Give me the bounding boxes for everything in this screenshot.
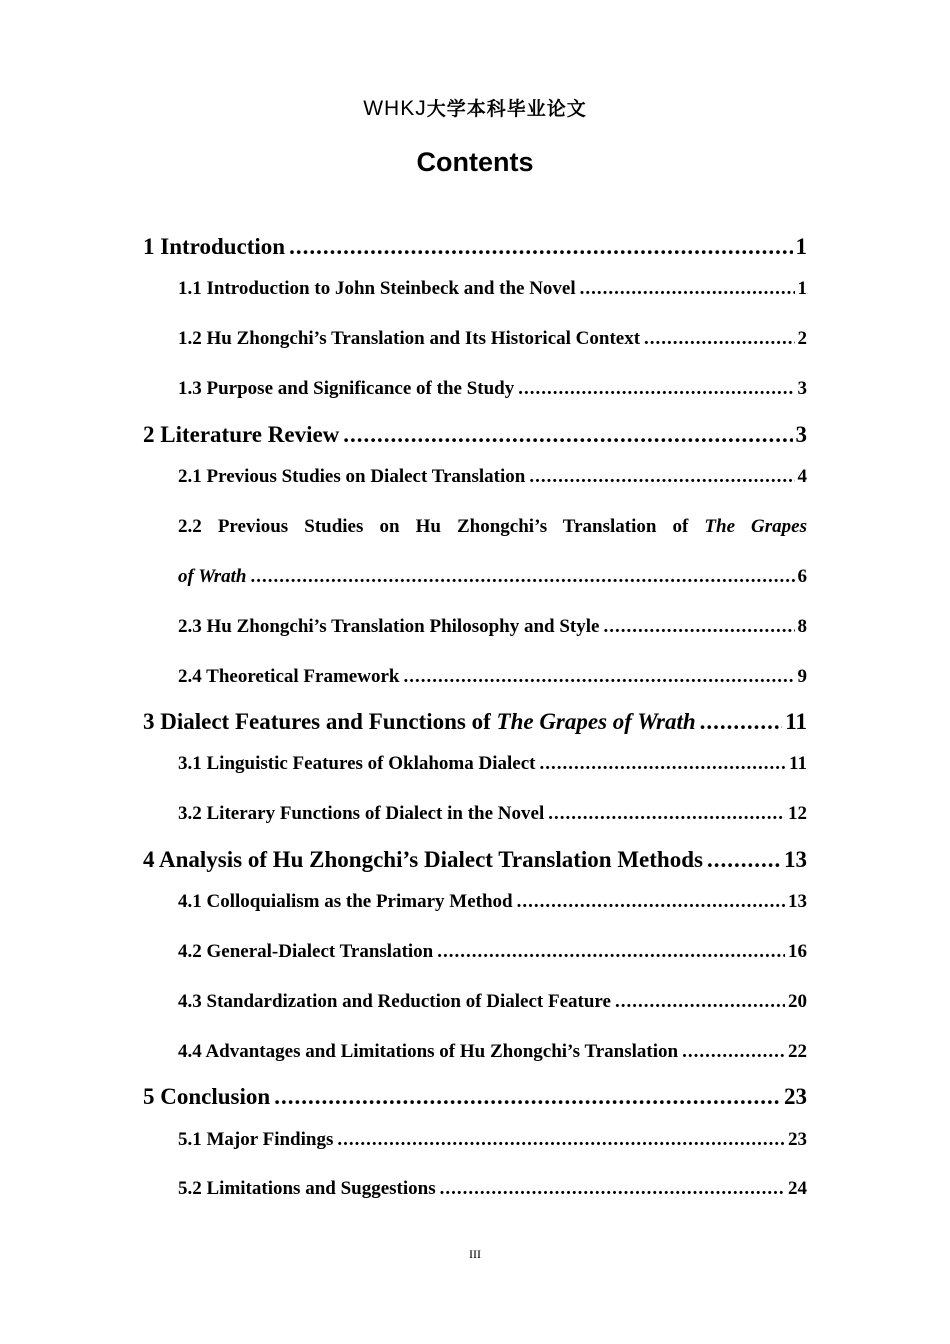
leader-dots [700, 709, 783, 735]
toc-page: 11 [785, 709, 807, 734]
toc-label-italic: The Grapes of Wrath [496, 709, 696, 734]
toc-label: 4 Analysis of Hu Zhongchi’s Dialect Translation Methods [143, 847, 703, 872]
toc-label: 2.1 Previous Studies on Dialect Translation [178, 466, 526, 487]
leader-dots [603, 616, 794, 638]
toc-page: 4 [797, 466, 807, 487]
toc-entry-1-1[interactable] [178, 278, 807, 300]
leader-dots [539, 753, 786, 775]
toc-entry-3-1[interactable] [178, 753, 807, 775]
toc-label: 5.2 Limitations and Suggestions [178, 1178, 436, 1199]
toc-entry-3-2[interactable] [178, 803, 807, 825]
toc-label [178, 566, 246, 588]
toc-label [143, 709, 696, 735]
toc-entry-2-2-line2[interactable] [178, 566, 807, 588]
toc-entry-2-4[interactable] [178, 666, 807, 688]
leader-dots [274, 1084, 781, 1110]
toc-label: 1.2 Hu Zhongchi’s Translation and Its Historical Context [178, 328, 641, 349]
leader-dots [682, 1041, 785, 1063]
toc-page: 22 [788, 1041, 807, 1062]
toc-page: 13 [784, 847, 807, 872]
toc-entry-5-2[interactable] [178, 1178, 807, 1200]
toc-page: 2 [797, 328, 807, 349]
toc-entry-4-2[interactable] [178, 941, 807, 963]
toc-label: 3.1 Linguistic Features of Oklahoma Dialect [178, 753, 536, 774]
toc-label: 2.3 Hu Zhongchi’s Translation Philosophy and Style [178, 616, 600, 637]
toc-entry-1[interactable] [143, 234, 807, 260]
toc-page: 3 [797, 378, 807, 399]
toc-label: 1.3 Purpose and Significance of the Study [178, 378, 515, 399]
toc-entry-2-3[interactable] [178, 616, 807, 638]
toc-label: 4.3 Standardization and Reduction of Dialect Feature [178, 991, 611, 1012]
leader-dots [289, 234, 792, 260]
toc-entry-3[interactable] [143, 709, 807, 735]
toc-entry-5[interactable] [143, 1084, 807, 1110]
toc-page: 9 [797, 666, 807, 687]
leader-dots [615, 991, 785, 1013]
leader-dots [437, 941, 785, 963]
header-latin: WHKJ [363, 97, 427, 120]
toc-label: 3.2 Literary Functions of Dialect in the Novel [178, 803, 545, 824]
toc-page: 16 [788, 941, 807, 962]
leader-dots [440, 1178, 785, 1200]
toc-label-italic: The Grapes [704, 516, 808, 537]
toc-label: 2 Literature Review [143, 422, 340, 447]
toc-entry-5-1[interactable] [178, 1129, 807, 1151]
header-cjk: 大学本科毕业论文 [426, 98, 587, 120]
leader-dots [250, 566, 794, 588]
toc-label: 1 Introduction [143, 234, 286, 259]
toc-label: 1.1 Introduction to John Steinbeck and the Novel [178, 278, 576, 299]
toc-label-text: 3 Dialect Features and Functions of [143, 709, 491, 734]
toc-entry-4-1[interactable] [178, 891, 807, 913]
toc-label: 5.1 Major Findings [178, 1129, 334, 1150]
toc-page: 8 [797, 616, 807, 637]
toc-page: 23 [784, 1084, 807, 1109]
toc-entry-2-2-line1[interactable] [178, 516, 807, 538]
toc-label: 2.2 Previous Studies on Hu Zhongchi’s Translation of [178, 516, 689, 537]
toc-entry-4-4[interactable] [178, 1041, 807, 1063]
leader-dots [337, 1129, 785, 1151]
toc-label-italic: of Wrath [178, 566, 247, 587]
toc-page: 1 [797, 278, 807, 299]
toc-entry-1-2[interactable] [178, 328, 807, 350]
toc-entry-2-1[interactable] [178, 466, 807, 488]
toc-page: 13 [788, 891, 807, 912]
leader-dots [580, 278, 795, 300]
toc-entry-4[interactable] [143, 847, 807, 873]
toc-page: 11 [789, 753, 807, 774]
toc-page: 12 [788, 803, 807, 824]
toc-page: 3 [795, 422, 807, 447]
toc-label: 4.1 Colloquialism as the Primary Method [178, 891, 513, 912]
toc-entry-1-3[interactable] [178, 378, 807, 400]
toc-page: 20 [788, 991, 807, 1012]
leader-dots [529, 466, 794, 488]
toc-entry-2[interactable] [143, 422, 807, 448]
page-number: III [469, 1247, 481, 1261]
toc-page: 23 [788, 1129, 807, 1150]
leader-dots [707, 847, 781, 873]
leader-dots [517, 891, 785, 913]
leader-dots [403, 666, 794, 688]
toc-page: 24 [788, 1178, 807, 1199]
page-title: Contents [416, 147, 534, 177]
leader-dots [518, 378, 794, 400]
toc-label: 5 Conclusion [143, 1084, 271, 1109]
toc-entry-4-3[interactable] [178, 991, 807, 1013]
toc-label: 2.4 Theoretical Framework [178, 666, 400, 687]
toc-page: 1 [795, 234, 807, 259]
leader-dots [548, 803, 785, 825]
leader-dots [644, 328, 794, 350]
toc-label: 4.2 General-Dialect Translation [178, 941, 434, 962]
toc-page: 6 [797, 566, 807, 587]
leader-dots [343, 422, 792, 448]
toc-label: 4.4 Advantages and Limitations of Hu Zhongchi’s Translation [178, 1041, 679, 1062]
